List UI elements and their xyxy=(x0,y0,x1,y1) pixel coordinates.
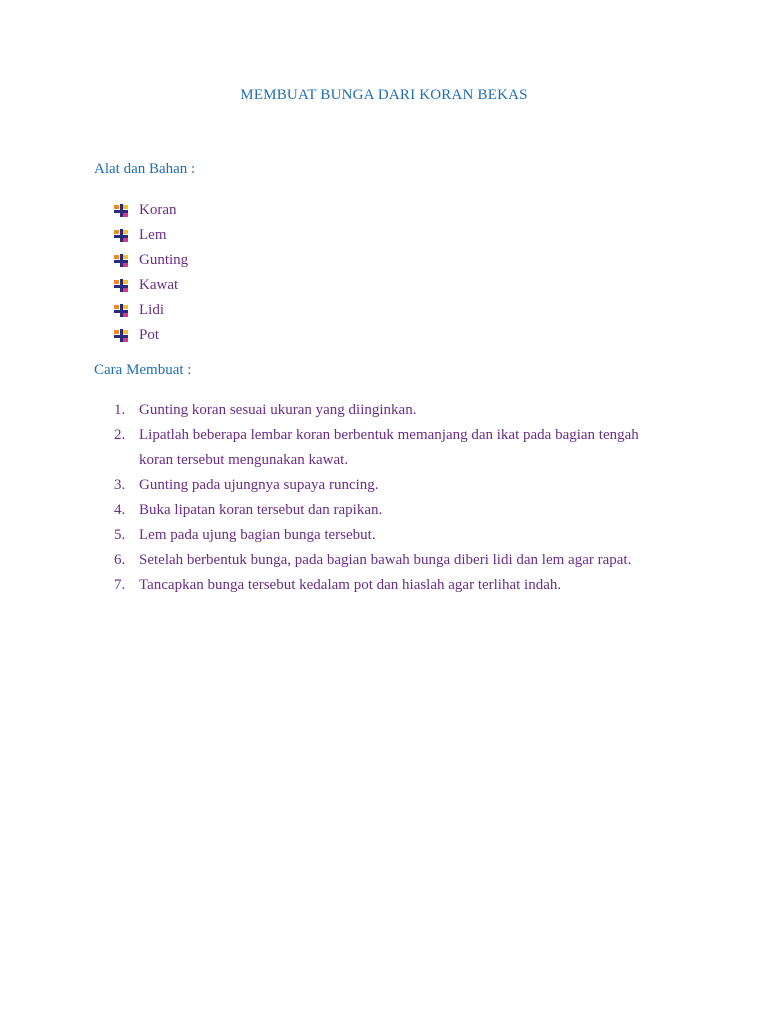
step-number: 1. xyxy=(114,402,126,418)
step-text: Tancapkan bunga tersebut kedalam pot dan hiaslah agar terlihat indah. xyxy=(139,577,562,593)
tools-list xyxy=(114,198,188,348)
step-number: 2. xyxy=(114,427,126,443)
list-item xyxy=(114,223,188,248)
cross-bullet-icon xyxy=(114,254,128,268)
tool-item-label: Pot xyxy=(139,327,160,343)
step-text: Gunting koran sesuai ukuran yang diinginkan. xyxy=(139,402,417,418)
cross-bullet-icon xyxy=(114,279,128,293)
list-item xyxy=(114,573,674,598)
list-item xyxy=(114,273,188,298)
list-item xyxy=(114,323,188,348)
step-text: Lem pada ujung bagian bunga tersebut. xyxy=(139,527,376,543)
step-text: Gunting pada ujungnya supaya runcing. xyxy=(139,477,379,493)
cross-bullet-icon xyxy=(114,229,128,243)
cross-bullet-icon xyxy=(114,329,128,343)
list-item xyxy=(114,473,674,498)
tool-item-label: Gunting xyxy=(139,252,189,268)
tools-heading: Alat dan Bahan : xyxy=(94,161,196,177)
step-number: 4. xyxy=(114,502,126,518)
steps-list xyxy=(114,398,674,598)
cross-bullet-icon xyxy=(114,304,128,318)
tool-item-label: Lidi xyxy=(139,302,164,318)
list-item xyxy=(114,198,188,223)
list-item xyxy=(114,423,674,473)
cross-bullet-icon xyxy=(114,204,128,218)
document-title: MEMBUAT BUNGA DARI KORAN BEKAS xyxy=(240,87,528,103)
list-item xyxy=(114,523,674,548)
step-number: 7. xyxy=(114,577,126,593)
step-text: Setelah berbentuk bunga, pada bagian bawah bunga diberi lidi dan lem agar rapat. xyxy=(139,552,632,568)
list-item xyxy=(114,498,674,523)
step-text: Lipatlah beberapa lembar koran berbentuk memanjang dan ikat pada bagian tengah koran tersebut mengunakan kawat. xyxy=(139,427,639,468)
step-number: 3. xyxy=(114,477,126,493)
tool-item-label: Kawat xyxy=(139,277,179,293)
list-item xyxy=(114,398,674,423)
tool-item-label: Lem xyxy=(139,227,167,243)
step-text: Buka lipatan koran tersebut dan rapikan. xyxy=(139,502,383,518)
step-number: 5. xyxy=(114,527,126,543)
step-number: 6. xyxy=(114,552,126,568)
list-item xyxy=(114,298,188,323)
tool-item-label: Koran xyxy=(139,202,177,218)
list-item xyxy=(114,248,188,273)
list-item xyxy=(114,548,674,573)
steps-heading: Cara Membuat : xyxy=(94,362,192,378)
